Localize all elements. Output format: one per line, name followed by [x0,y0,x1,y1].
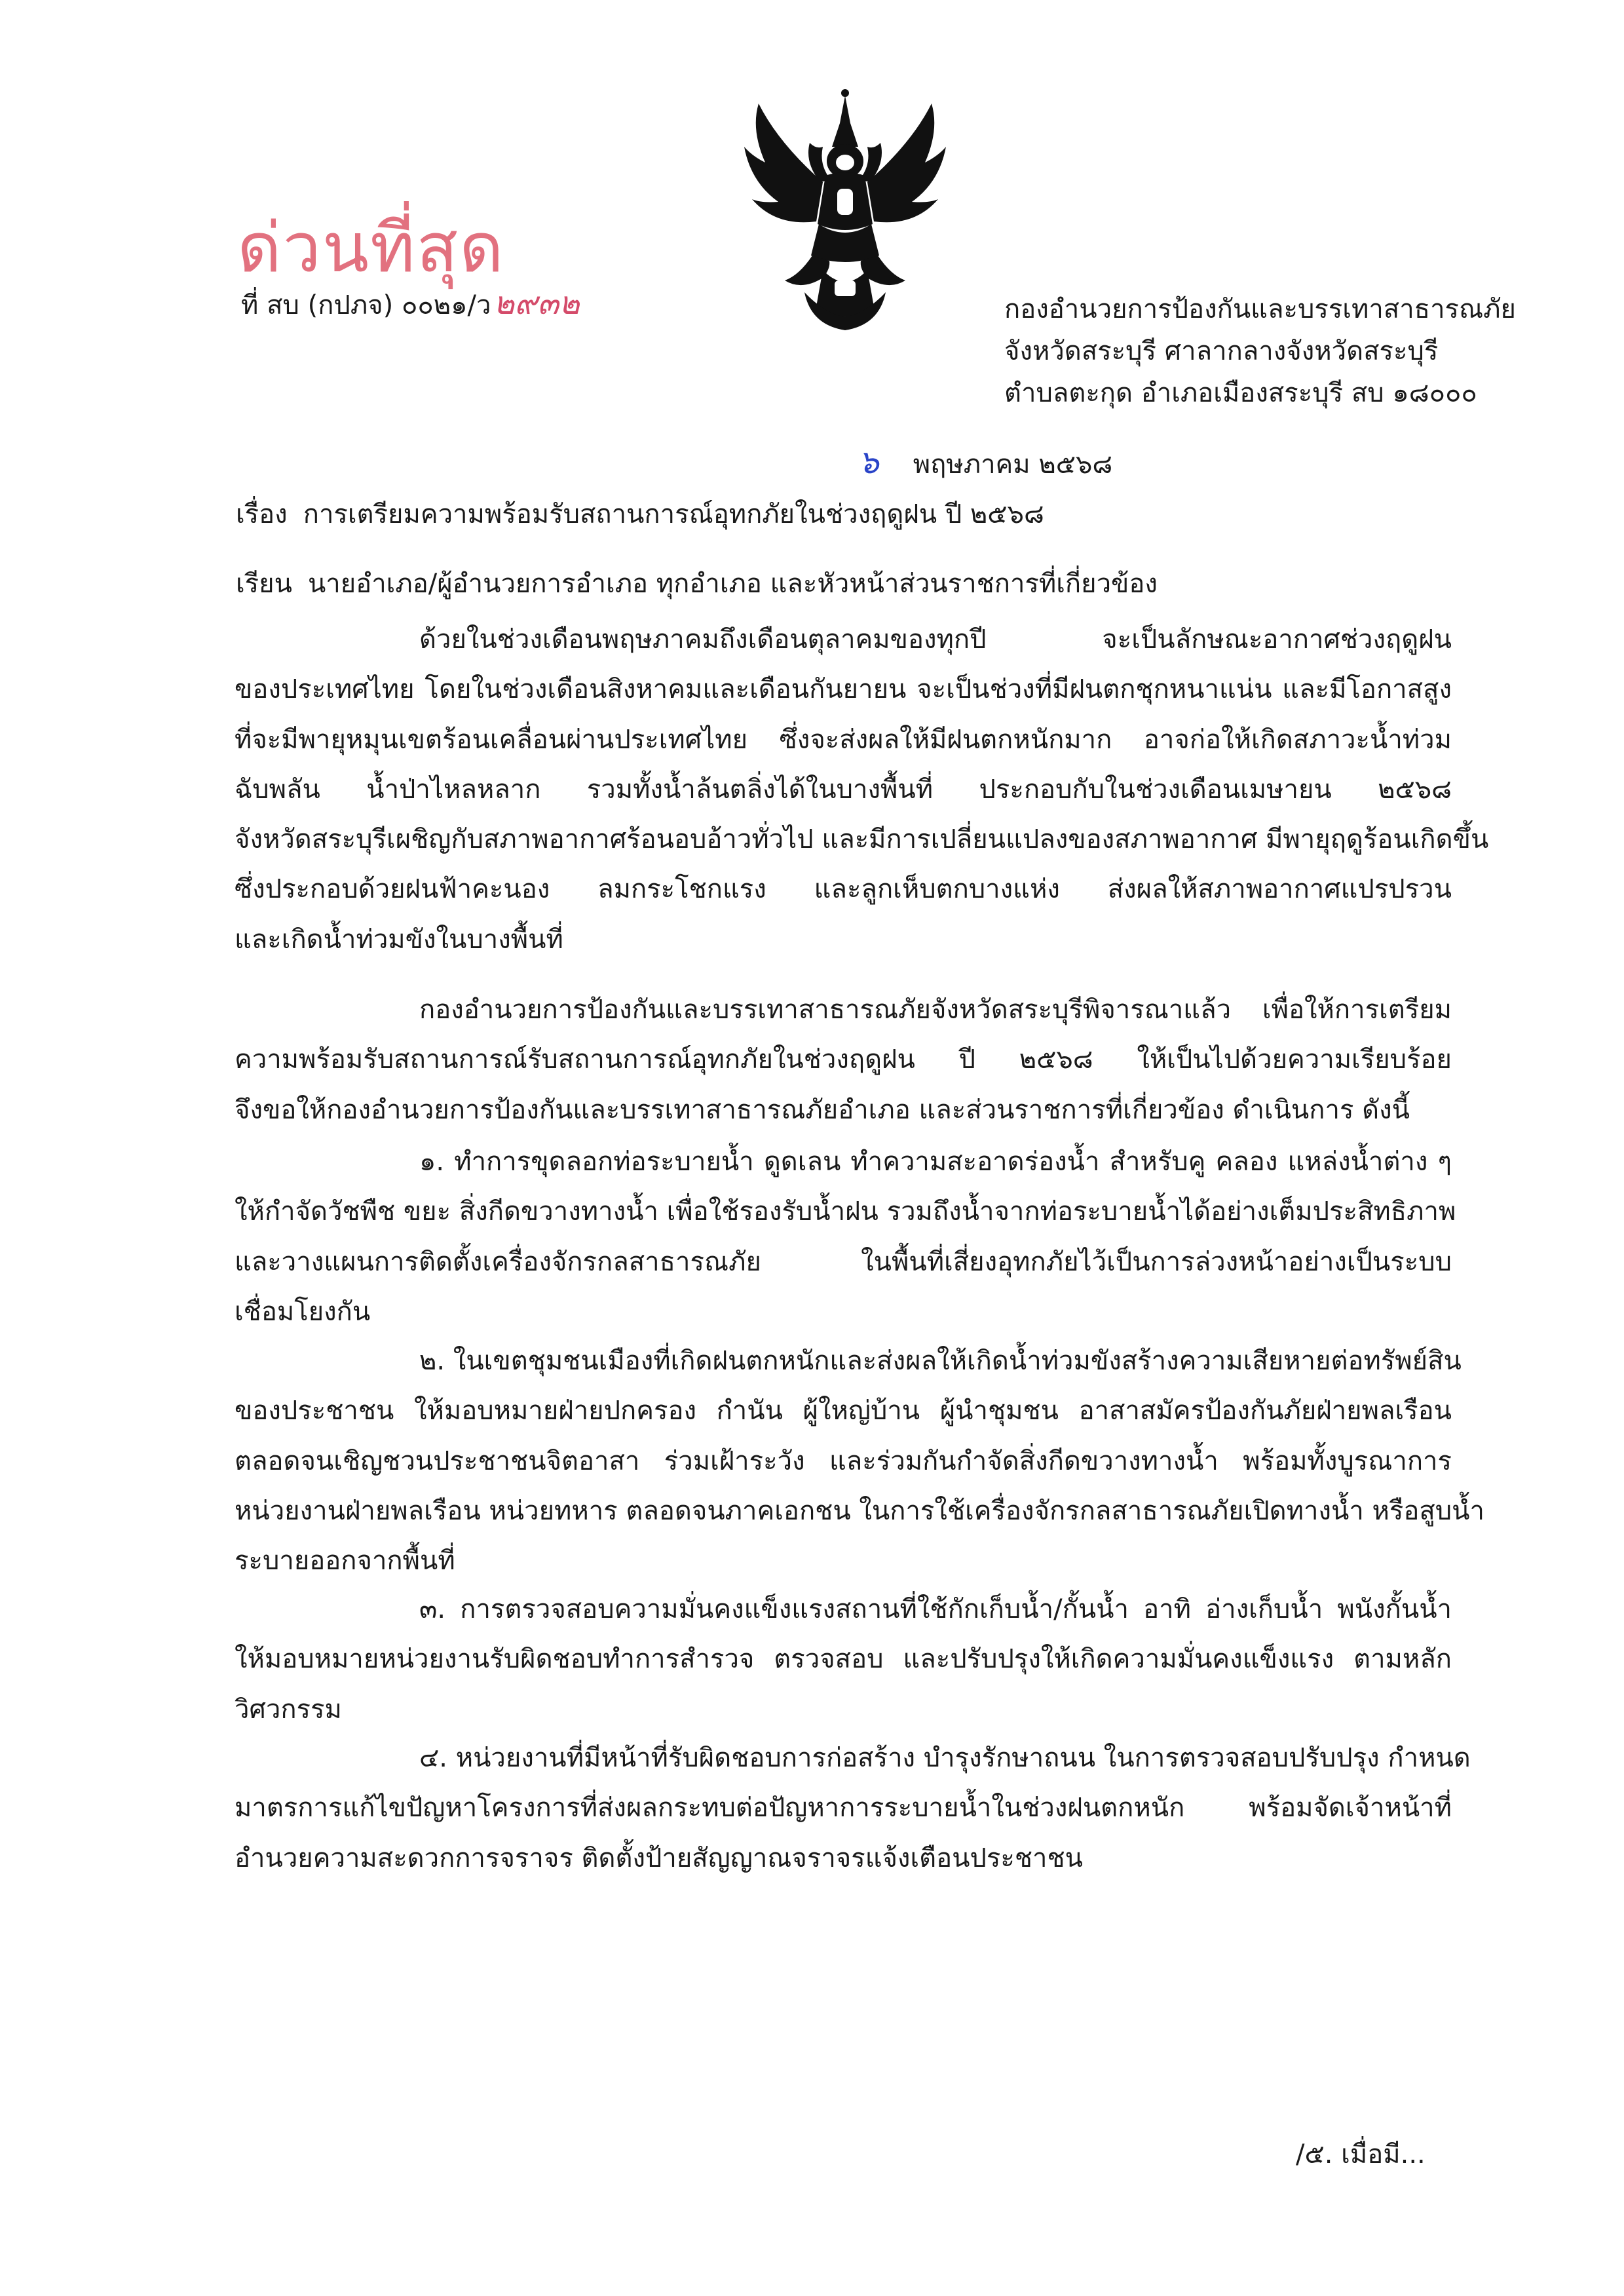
paragraph-line: กองอำนวยการป้องกันและบรรเทาสาธารณภัยจังหวัดสระบุรีพิจารณาแล้ว เพื่อให้การเตรียม [419,995,1452,1025]
paragraph-line: ของประเทศไทย โดยในช่วงเดือนสิงหาคมและเดือนกันยายน จะเป็นช่วงที่มีฝนตกชุกหนาแน่น และมีโอกาสสูง [235,674,1452,705]
paragraph-purpose [235,985,1452,1135]
action-item-4 [235,1733,1471,1883]
paragraph-line: มาตรการแก้ไขปัญหาโครงการที่ส่งผลกระทบต่อปัญหาการระบายน้ำในช่วงฝนตกหนัก พร้อมจัดเจ้าหน้าที่ [235,1793,1452,1824]
subject-line [236,498,1044,531]
paragraph-line: และวางแผนการติดตั้งเครื่องจักรกลสาธารณภัย ในพื้นที่เสี่ยงอุทกภัยไว้เป็นการล่วงหน้าอย่างเป็นระบบ [235,1246,1452,1277]
action-item-1 [235,1137,1456,1337]
paragraph-line: และเกิดน้ำท่วมขังในบางพื้นที่ [235,924,563,955]
reference-handwritten-number: ๒๙๓๒ [493,285,580,322]
paragraph-line: อำนวยความสะดวกการจราจร ติดตั้งป้ายสัญญาณจราจรแจ้งเตือนประชาชน [235,1843,1083,1873]
paragraph-line: ๓. การตรวจสอบความมั่นคงแข็งแรงสถานที่ใช้กักเก็บน้ำ/กั้นน้ำ อาทิ อ่างเก็บน้ำ พนังกั้นน้ำ [419,1594,1452,1624]
subject-text: การเตรียมความพร้อมรับสถานการณ์อุทกภัยในช่วงฤดูฝน ปี ๒๕๖๘ [303,499,1044,529]
date-month-year: พฤษภาคม ๒๕๖๘ [913,450,1113,480]
office-line: จังหวัดสระบุรี ศาลากลางจังหวัดสระบุรี [1004,336,1439,366]
paragraph-line: ซึ่งประกอบด้วยฝนฟ้าคะนอง ลมกระโชกแรง และลูกเห็บตกบางแห่ง ส่งผลให้สภาพอากาศแปรปรวน [235,874,1452,905]
paragraph-line: ของประชาชน ให้มอบหมายฝ่ายปกครอง กำนัน ผู้ใหญ่บ้าน ผู้นำชุมชน อาสาสมัครป้องกันภัยฝ่ายพลเรือน [235,1396,1452,1426]
paragraph-line: ที่จะมีพายุหมุนเขตร้อนเคลื่อนผ่านประเทศไทย ซึ่งจะส่งผลให้มีฝนตกหนักมาก อาจก่อให้เกิดสภาวะน้ำท่วม [235,724,1452,755]
date-day-handwritten: ๖ [858,443,879,481]
office-line: ตำบลตะกุด อำเภอเมืองสระบุรี สบ ๑๘๐๐๐ [1004,378,1477,408]
paragraph-line: ระบายออกจากพื้นที่ [235,1546,455,1577]
paragraph-line: หน่วยงานฝ่ายพลเรือน หน่วยทหาร ตลอดจนภาคเอกชน ในการใช้เครื่องจักรกลสาธารณภัยเปิดทางน้ำ หรือสูบน้ำ [235,1495,1484,1526]
paragraph-line: ตลอดจนเชิญชวนประชาชนจิตอาสา ร่วมเฝ้าระวัง และร่วมกันกำจัดสิ่งกีดขวางทางน้ำ พร้อมทั้งบูรณาการ [235,1445,1452,1476]
action-item-3 [235,1584,1452,1734]
paragraph-line: ๒. ในเขตชุมชนเมืองที่เกิดฝนตกหนักและส่งผลให้เกิดน้ำท่วมขังสร้างความเสียหายต่อทรัพย์สิน [419,1346,1462,1376]
paragraph-line: ความพร้อมรับสถานการณ์รับสถานการณ์อุทกภัยในช่วงฤดูฝน ปี ๒๕๖๘ ให้เป็นไปด้วยความเรียบร้อย [235,1044,1452,1075]
paragraph-line: ให้กำจัดวัชพืช ขยะ สิ่งกีดขวางทางน้ำ เพื่อใช้รองรับน้ำฝน รวมถึงน้ำจากท่อระบายน้ำได้อย่างเต็มประสิทธิภาพ [235,1196,1456,1227]
recipient-label: เรียน [236,569,292,599]
office-address [1004,288,1516,414]
paragraph-line: ฉับพลัน น้ำป่าไหลหลาก รวมทั้งน้ำล้นตลิ่งได้ในบางพื้นที่ ประกอบกับในช่วงเดือนเมษายน ๒๕๖๘ [235,774,1452,805]
recipient-text: นายอำเภอ/ผู้อำนวยการอำเภอ ทุกอำเภอ และหัวหน้าส่วนราชการที่เกี่ยวข้อง [307,569,1158,599]
paragraph-line: ด้วยในช่วงเดือนพฤษภาคมถึงเดือนตุลาคมของทุกปี จะเป็นลักษณะอากาศช่วงฤดูฝน [419,624,1452,655]
garuda-emblem-icon [739,84,951,333]
paragraph-background [235,615,1489,965]
paragraph-line: เชื่อมโยงกัน [235,1296,371,1327]
urgent-stamp: ด่วนที่สุด [237,208,505,288]
paragraph-line: วิศวกรรม [235,1694,342,1725]
next-page-marker: /๕. เมื่อมี... [1296,2139,1426,2170]
paragraph-line: จังหวัดสระบุรีเผชิญกับสภาพอากาศร้อนอบอ้าวทั่วไป และมีการเปลี่ยนแปลงของสภาพอากาศ มีพายุฤดูร้อนเกิดขึ้น [235,824,1489,855]
paragraph-line: ๔. หน่วยงานที่มีหน้าที่รับผิดชอบการก่อสร้าง บำรุงรักษาถนน ในการตรวจสอบปรับปรุง กำหนด [419,1743,1471,1773]
paragraph-line: จึงขอให้กองอำนวยการป้องกันและบรรเทาสาธารณภัยอำเภอ และส่วนราชการที่เกี่ยวข้อง ดำเนินการ ดังนี้ [235,1094,1410,1125]
office-line: กองอำนวยการป้องกันและบรรเทาสาธารณภัย [1004,294,1516,324]
reference-number [241,287,580,322]
reference-prefix: ที่ สบ (กปภจ) ๐๐๒๑/ว [241,290,491,320]
document-date [858,443,1113,481]
recipient-line [236,567,1158,600]
action-item-2 [235,1336,1484,1586]
subject-label: เรื่อง [236,499,288,529]
paragraph-line: ๑. ทำการขุดลอกท่อระบายน้ำ ดูดเลน ทำความสะอาดร่องน้ำ สำหรับคู คลอง แหล่งน้ำต่าง ๆ [419,1147,1452,1177]
paragraph-line: ให้มอบหมายหน่วยงานรับผิดชอบทำการสำรวจ ตรวจสอบ และปรับปรุงให้เกิดความมั่นคงแข็งแรง ตามหลัก [235,1644,1452,1675]
